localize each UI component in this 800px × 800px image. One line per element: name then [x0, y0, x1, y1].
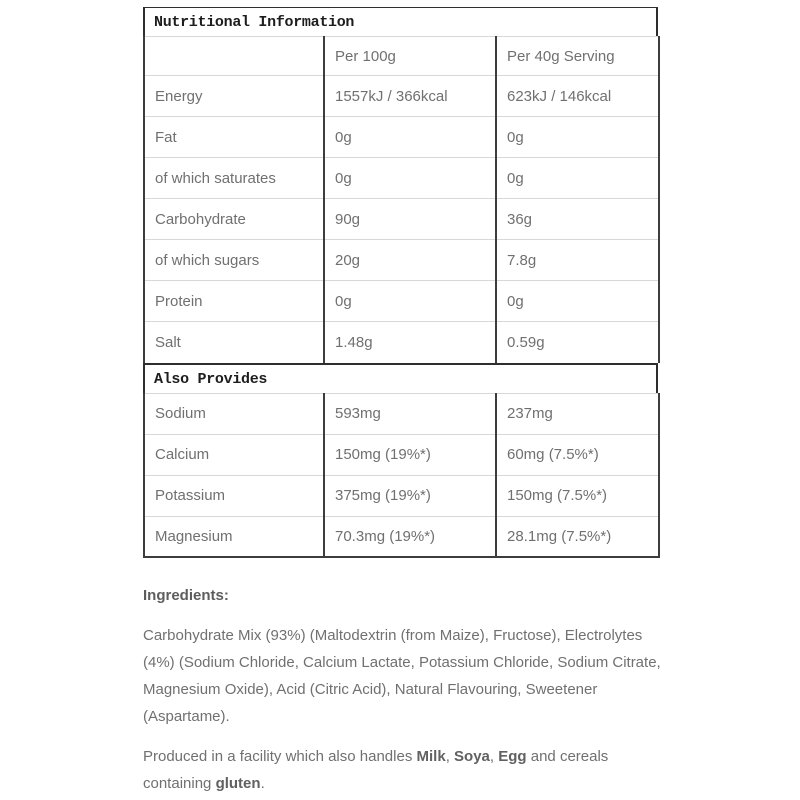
ingredients-description: Carbohydrate Mix (93%) (Maltodextrin (from Maize), Fructose), Electrolytes (4%) (Sodium Chloride, Calcium Lactate, Potassium Chloride, Sodium Citrate, Magnesium Oxide), Acid (Citric Acid), Natural Flavouring, Sweetener (Aspartame). [143, 627, 661, 725]
allergen-statement [143, 743, 661, 797]
nutrient-value-per40g: 60mg (7.5%*) [496, 434, 659, 475]
allergen-segment-gluten: gluten [215, 775, 261, 792]
table-row-potassium [144, 475, 659, 516]
column-header-per40g: Per 40g Serving [496, 37, 659, 76]
column-header-per100g: Per 100g [324, 37, 496, 76]
nutrient-value-per100g: 90g [324, 199, 496, 240]
also-provides-table [143, 393, 660, 559]
table-row-fat [144, 117, 659, 158]
nutrient-label: Fat [144, 117, 324, 158]
table-row-carbohydrate [144, 199, 659, 240]
nutrient-value-per40g: 0.59g [496, 322, 659, 363]
column-header-blank [144, 37, 324, 76]
nutrient-value-per100g: 0g [324, 281, 496, 322]
nutrient-value-per40g: 623kJ / 146kcal [496, 76, 659, 117]
nutrient-value-per100g: 0g [324, 117, 496, 158]
allergen-segment: Produced in a facility which also handles [143, 748, 417, 765]
nutrient-value-per100g: 150mg (19%*) [324, 434, 496, 475]
nutrient-label: Energy [144, 76, 324, 117]
nutrient-label: Protein [144, 281, 324, 322]
nutrient-value-per40g: 150mg (7.5%*) [496, 475, 659, 516]
nutrient-label: Salt [144, 322, 324, 363]
nutrient-value-per100g: 375mg (19%*) [324, 475, 496, 516]
nutrient-value-per40g: 36g [496, 199, 659, 240]
nutrient-label: Potassium [144, 475, 324, 516]
table-row-sugars [144, 240, 659, 281]
table-row-saturates [144, 158, 659, 199]
allergen-segment-egg: Egg [498, 748, 527, 765]
allergen-segment: , [445, 748, 455, 765]
allergen-segment: and cereals containing [143, 748, 609, 792]
nutrient-value-per100g: 593mg [324, 393, 496, 434]
nutrient-label: of which saturates [144, 158, 324, 199]
nutrient-value-per40g: 237mg [496, 393, 659, 434]
also-provides-title: Also Provides [143, 363, 658, 393]
allergen-segment-soya: Soya [454, 748, 490, 765]
ingredients-heading: Ingredients: [143, 587, 229, 604]
nutrient-value-per100g: 0g [324, 158, 496, 199]
nutrient-label: Carbohydrate [144, 199, 324, 240]
table-row-sodium [144, 393, 659, 434]
nutrition-table-title: Nutritional Information [143, 7, 658, 36]
ingredients-section [143, 582, 661, 797]
nutrient-value-per40g: 28.1mg (7.5%*) [496, 516, 659, 557]
nutrient-label: Calcium [144, 434, 324, 475]
allergen-segment: . [260, 775, 265, 792]
allergen-segment-milk: Milk [416, 748, 446, 765]
nutrient-value-per40g: 0g [496, 117, 659, 158]
nutrient-value-per100g: 70.3mg (19%*) [324, 516, 496, 557]
column-header-row [144, 37, 659, 76]
nutrient-label: Sodium [144, 393, 324, 434]
table-row-salt [144, 322, 659, 363]
table-row-calcium [144, 434, 659, 475]
nutrient-value-per100g: 1.48g [324, 322, 496, 363]
nutrient-value-per40g: 0g [496, 158, 659, 199]
nutrition-table [143, 36, 660, 363]
nutrient-label: Magnesium [144, 516, 324, 557]
table-row-energy [144, 76, 659, 117]
nutrient-label: of which sugars [144, 240, 324, 281]
nutrient-value-per40g: 7.8g [496, 240, 659, 281]
table-row-magnesium [144, 516, 659, 557]
nutrient-value-per40g: 0g [496, 281, 659, 322]
nutrient-value-per100g: 20g [324, 240, 496, 281]
nutrient-value-per100g: 1557kJ / 366kcal [324, 76, 496, 117]
allergen-segment: , [489, 748, 499, 765]
product-nutrition-section [143, 7, 661, 797]
table-row-protein [144, 281, 659, 322]
